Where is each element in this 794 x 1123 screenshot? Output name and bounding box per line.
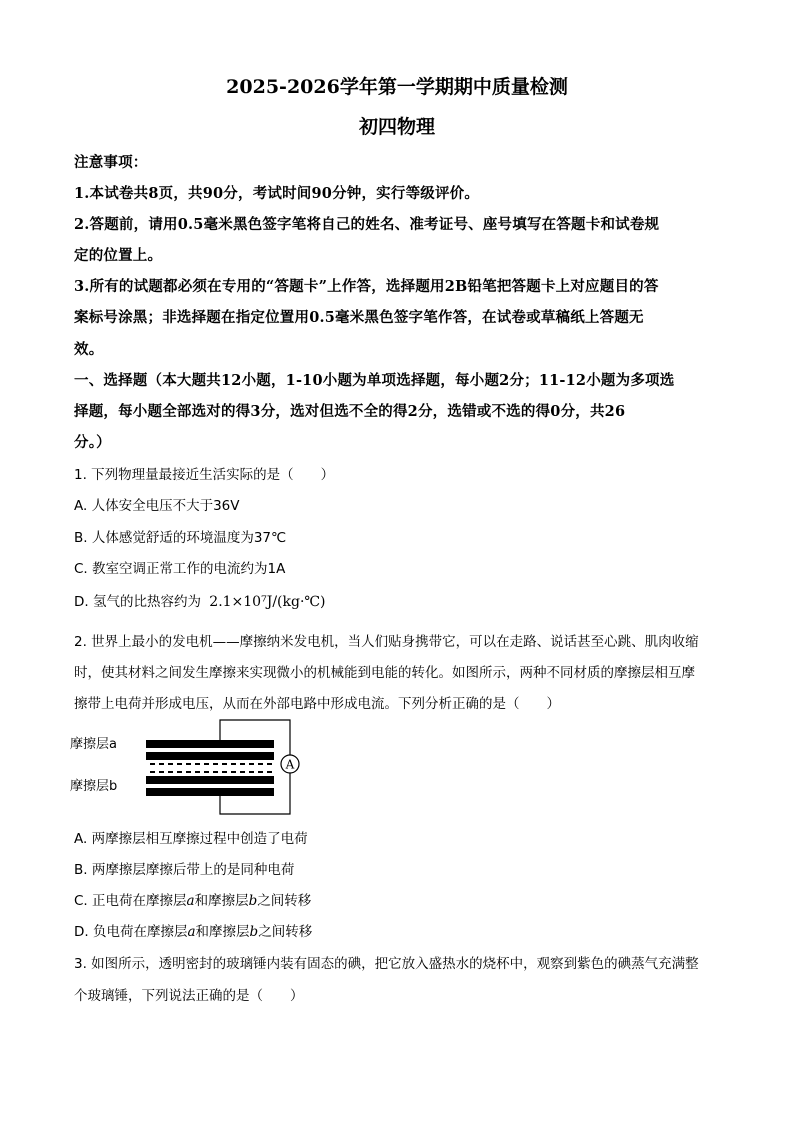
q2-stem-line: 擦带上电荷并形成电压，从而在外部电路中形成电流。下列分析正确的是（ ） bbox=[74, 696, 560, 712]
nanogenerator-diagram bbox=[70, 712, 310, 822]
q2-option-d-var-b: b bbox=[249, 924, 259, 940]
note-line: 2.答题前，请用0.5毫米黑色签字笔将自己的姓名、准考证号、座号填写在答题卡和试卷规 bbox=[74, 216, 660, 233]
q2-option-d bbox=[74, 920, 724, 940]
friction-layer-b bbox=[146, 776, 274, 784]
label-layer-b: 摩擦层b bbox=[70, 779, 118, 794]
q2-option-d-text: 和摩擦层 bbox=[195, 924, 250, 940]
section-heading: 一、选择题（本大题共12小题，1-10小题为单项选择题，每小题2分；11-12小题为多项选 bbox=[74, 372, 675, 389]
section-heading: 择题，每小题全部选对的得3分，选对但选不全的得2分，选错或不选的得0分，共26 bbox=[74, 403, 626, 420]
section-heading: 分。） bbox=[74, 434, 111, 451]
q2-stem-line: 时，使其材料之间发生摩擦来实现微小的机械能到电能的转化。如图所示，两种不同材质的摩擦层相互摩 bbox=[74, 665, 695, 681]
q2-option-c bbox=[74, 889, 724, 909]
q2-option-c-text: 和摩擦层 bbox=[194, 893, 249, 909]
q1-option-d bbox=[74, 590, 724, 610]
q2-option-d-text: 之间转移 bbox=[258, 924, 313, 940]
friction-layer-a bbox=[146, 752, 274, 760]
q2-option-b: B. 两摩擦层摩擦后带上的是同种电荷 bbox=[74, 862, 295, 878]
q2-stem-line: 2. 世界上最小的发电机——摩擦纳米发电机，当人们贴身携带它，可以在走路、说话甚至心跳、肌肉收缩 bbox=[74, 634, 699, 650]
electrode-bottom bbox=[146, 788, 274, 796]
q2-option-a: A. 两摩擦层相互摩擦过程中创造了电荷 bbox=[74, 831, 308, 847]
note-line: 案标号涂黑；非选择题在指定位置用0.5毫米黑色签字笔作答，在试卷或草稿纸上答题无 bbox=[74, 309, 644, 326]
q1-option-a: A. 人体安全电压不大于36V bbox=[74, 498, 240, 514]
note-line: 1.本试卷共8页，共90分，考试时间90分钟，实行等级评价。 bbox=[74, 185, 480, 202]
note-line: 效。 bbox=[74, 341, 104, 358]
label-layer-a: 摩擦层a bbox=[70, 737, 117, 752]
q1-option-d-text: D. 氢气的比热容约为 bbox=[74, 594, 201, 610]
q2-option-d-text: D. 负电荷在摩擦层 bbox=[74, 924, 188, 940]
exam-title: 2025-2026学年第一学期期中质量检测 bbox=[226, 76, 568, 98]
electrode-top bbox=[146, 740, 274, 748]
ammeter-label: A bbox=[285, 757, 295, 772]
q2-option-c-var-a: a bbox=[186, 893, 195, 909]
q1-stem: 1. 下列物理量最接近生活实际的是（ ） bbox=[74, 467, 335, 483]
exam-subject: 初四物理 bbox=[358, 116, 435, 138]
q3-stem-line: 3. 如图所示，透明密封的玻璃锤内装有固态的碘，把它放入盛热水的烧杯中，观察到紫色的碘蒸气充满整 bbox=[74, 956, 699, 972]
notes-heading: 注意事项： bbox=[74, 154, 148, 171]
note-line: 3.所有的试题都必须在专用的“答题卡”上作答，选择题用2B铅笔把答题卡上对应题目的答 bbox=[74, 278, 659, 295]
note-line: 定的位置上。 bbox=[74, 247, 163, 264]
q1-option-d-formula: 2.1×10⁷J/(kg·℃) bbox=[209, 594, 326, 610]
q2-option-c-text: 之间转移 bbox=[257, 893, 312, 909]
circuit-wire bbox=[220, 720, 290, 814]
q3-stem-line: 个玻璃锤，下列说法正确的是（ ） bbox=[74, 988, 304, 1004]
q2-option-c-text: C. 正电荷在摩擦层 bbox=[74, 893, 187, 909]
q2-option-c-var-b: b bbox=[248, 893, 258, 909]
q1-option-b: B. 人体感觉舒适的环境温度为37℃ bbox=[74, 530, 287, 546]
q1-option-c: C. 教室空调正常工作的电流约为1A bbox=[74, 561, 286, 577]
q2-option-d-var-a: a bbox=[187, 924, 196, 940]
